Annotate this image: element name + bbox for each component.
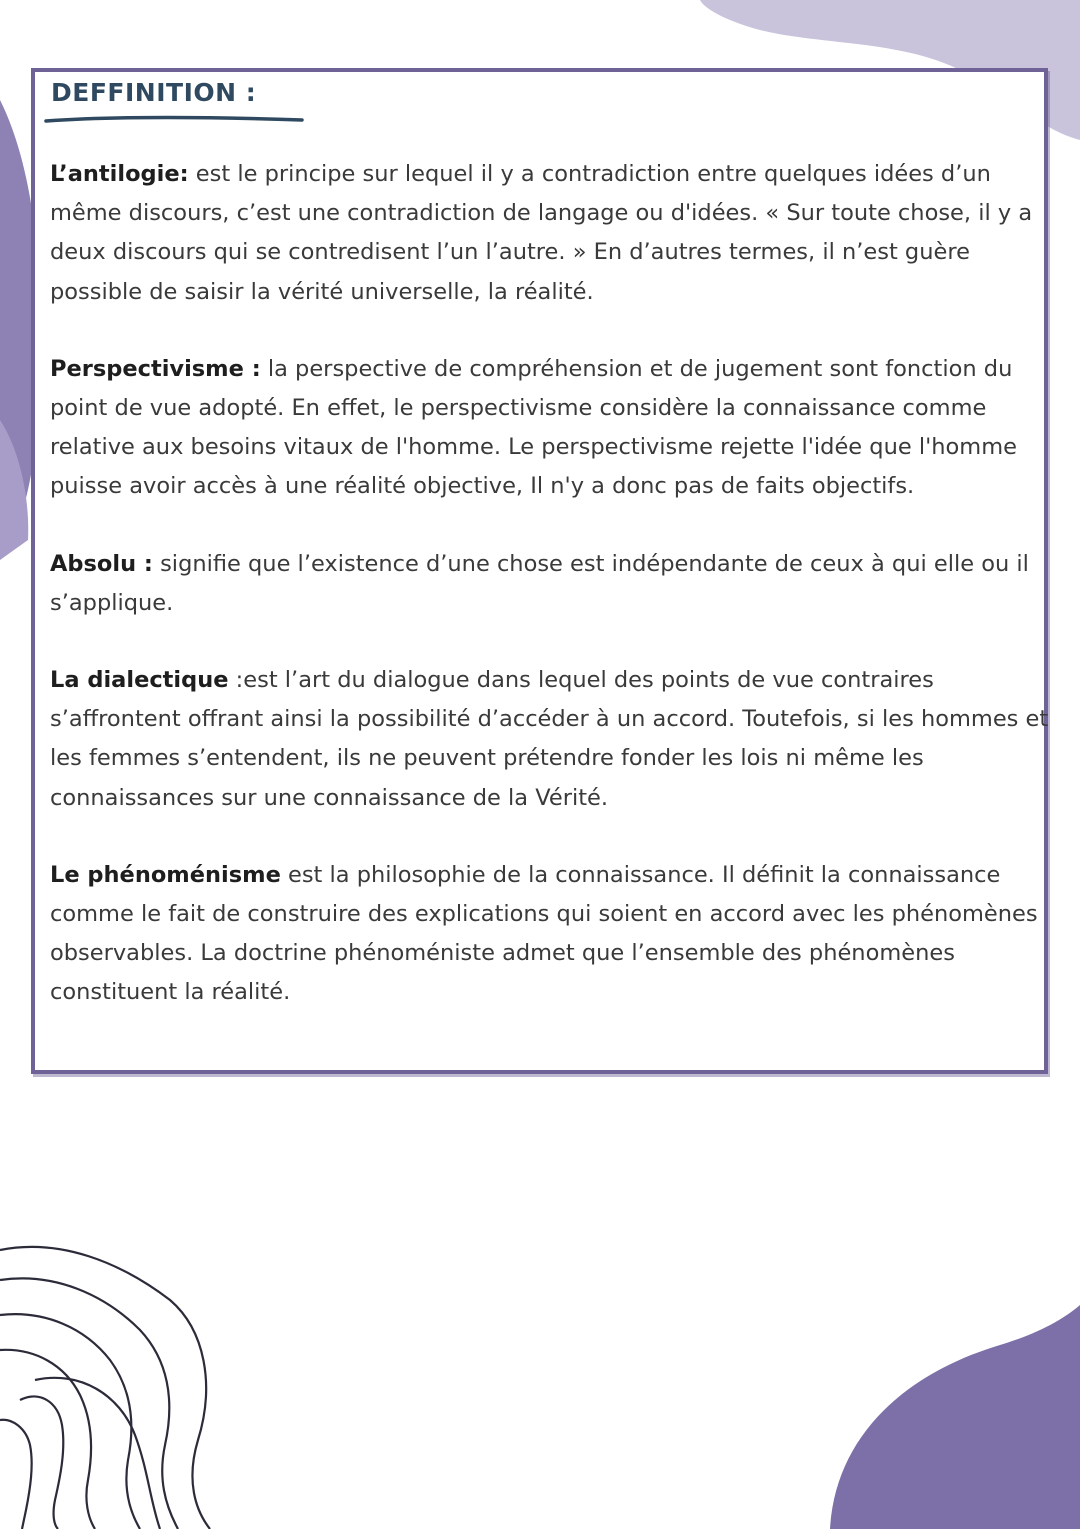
definition-dialectique: [50, 661, 1050, 818]
definition-phenomenisme: [50, 856, 1050, 1013]
definition-text: est la philosophie de la connaissance. Il définit la connaissance comme le fait de construire des explications qui soient en accord avec les phénomènes observables. La doctrine phénoméniste admet que l’ensemble des phénomènes constituent la réalité.: [50, 861, 1038, 1006]
left-arc-highlight: [0, 420, 28, 560]
title-underline: [44, 112, 304, 128]
definitions-list: [50, 155, 1050, 1051]
term-label: Absolu :: [50, 550, 153, 577]
term-label: La dialectique: [50, 667, 229, 694]
page-title: DEFFINITION :: [51, 78, 257, 107]
bottom-right-blob: [830, 1305, 1080, 1529]
contour-lines: [0, 1247, 210, 1529]
term-label: L’antilogie:: [50, 161, 189, 187]
term-label: Le phénoménisme: [50, 861, 281, 888]
definition-antilogie: [50, 155, 1050, 312]
definition-text: est le principe sur lequel il y a contradiction entre quelques idées d’un même discours, c’est une contradiction de langage ou d'idées. « Sur toute chose, il y a deux discours qui se contredisent l’un l’autre. » En d’autres termes, il n’est guère possible de saisir la vérité universelle, la réalité.: [50, 161, 1033, 305]
term-label: Perspectivisme :: [50, 355, 261, 382]
definition-text: la perspective de compréhension et de jugement sont fonction du point de vue adopté. En effet, le perspectivisme considère la connaissance comme relative aux besoins vitaux de l'homme. Le perspectivisme rejette l'idée que l'homme puisse avoir accès à une réalité objective, Il n'y a donc pas de faits objectifs.: [50, 355, 1017, 500]
definition-perspectivisme: [50, 350, 1050, 507]
definition-text: :est l’art du dialogue dans lequel des points de vue contraires s’affrontent offrant ainsi la possibilité d’accéder à un accord. Toutefois, si les hommes et les femmes s’entendent, ils ne peuvent prétendre fonder les lois ni même les connaissances sur une connaissance de la Vérité.: [50, 667, 1049, 811]
definition-absolu: [50, 545, 1050, 623]
definition-text: signifie que l’existence d’une chose est indépendante de ceux à qui elle ou il s’applique.: [50, 550, 1029, 616]
